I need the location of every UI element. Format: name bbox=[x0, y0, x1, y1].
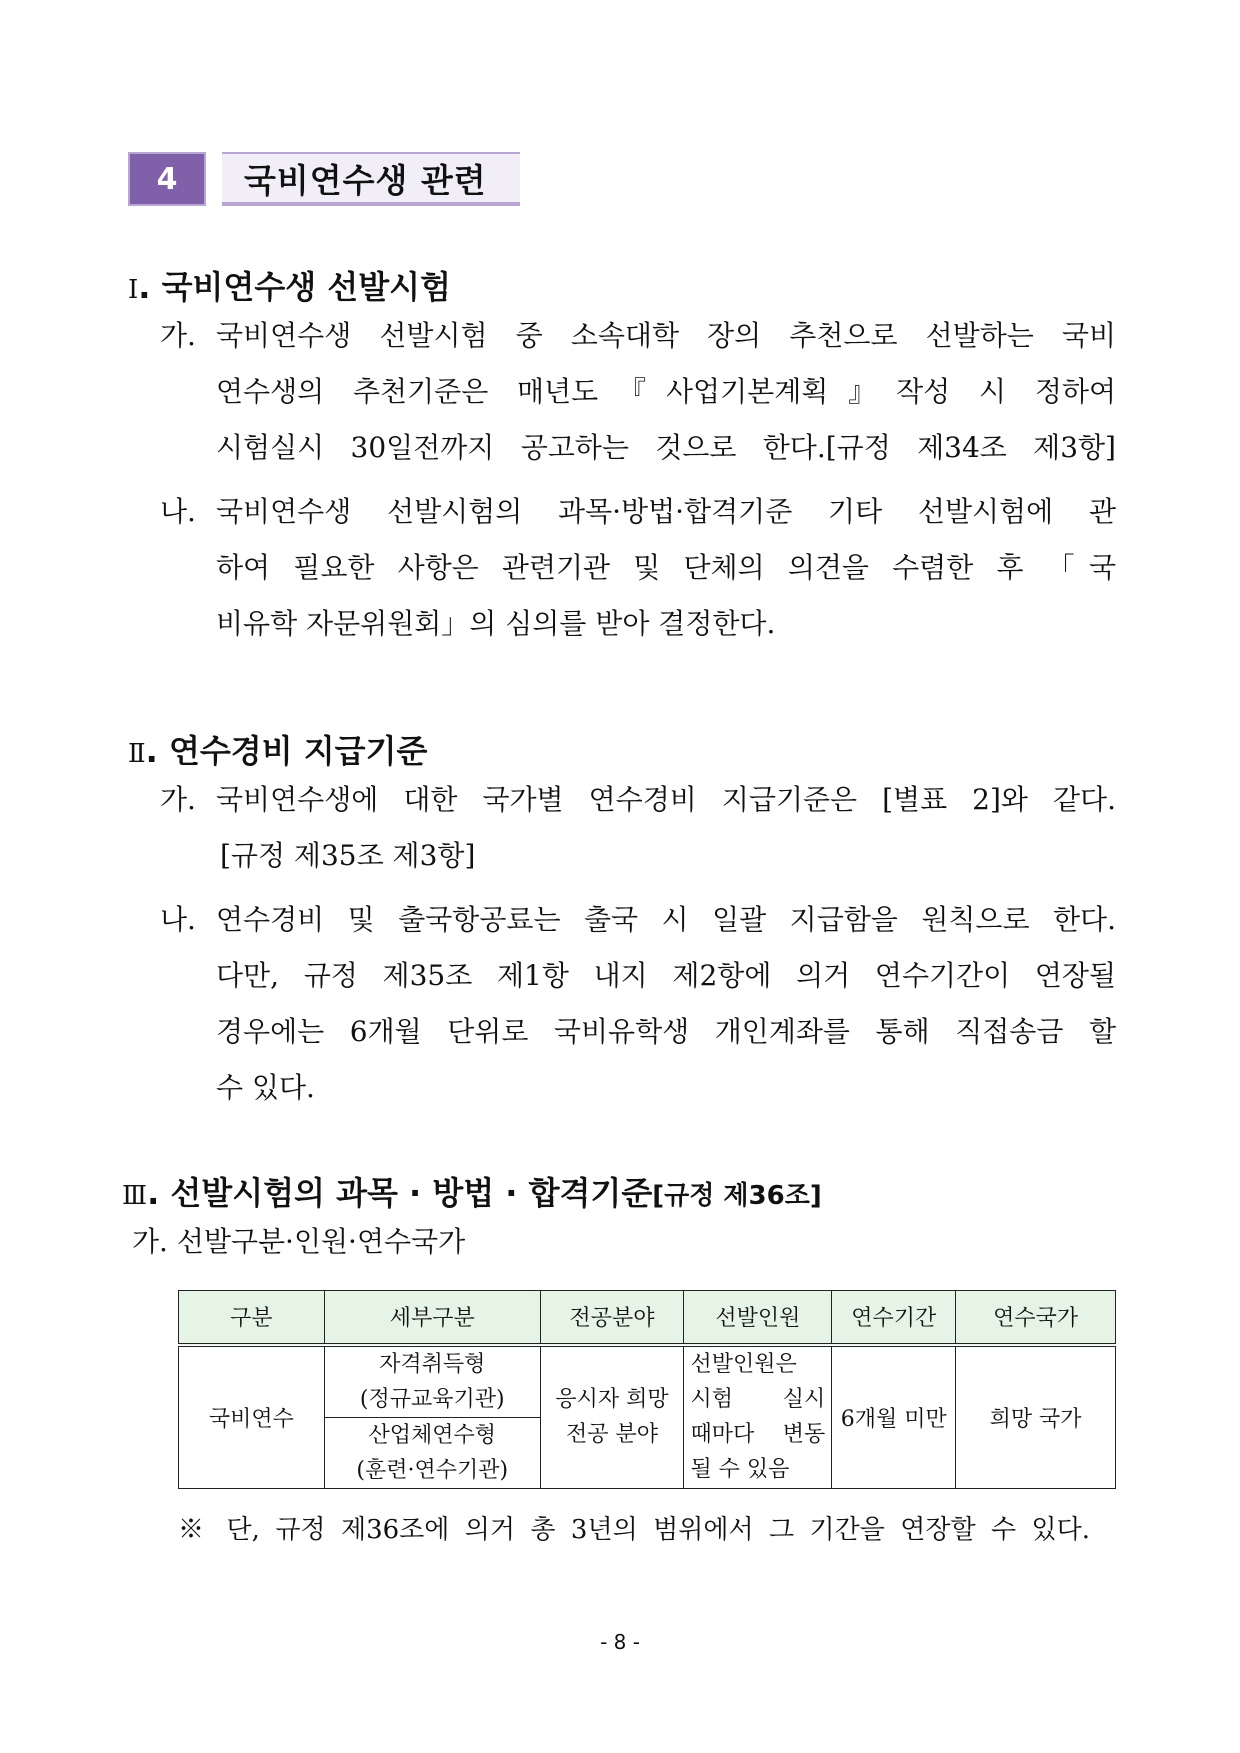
cell-sub1 bbox=[324, 1345, 540, 1418]
note: ※ 단, 규정 제36조에 의거 총 3년의 범위에서 그 기간을 연장할 수 있다. bbox=[178, 1515, 1090, 1545]
page-number: - 8 - bbox=[600, 1630, 640, 1654]
header-quota: 선발인원 bbox=[684, 1291, 832, 1345]
table-row bbox=[179, 1345, 1116, 1418]
cell-sub1-line2: (정규교육기관) bbox=[359, 1386, 505, 1412]
cell-quota-line1: 선발인원은 bbox=[690, 1352, 797, 1377]
part2-roman: Ⅱ bbox=[128, 739, 146, 769]
header-subcategory: 세부구분 bbox=[324, 1291, 540, 1345]
section-title: 국비연수생 관련 bbox=[222, 152, 520, 206]
cell-sub2-line1: 산업체연수형 bbox=[368, 1422, 496, 1448]
cell-sub2-line2: (훈련·연수기관) bbox=[356, 1457, 509, 1483]
cell-quota bbox=[684, 1345, 832, 1489]
cell-sub2 bbox=[324, 1417, 540, 1488]
selection-table bbox=[178, 1290, 1116, 1489]
part2-item2-line2: 다만, 규정 제35조 제1항 내지 제2항에 의거 연수기간이 연장될 bbox=[216, 959, 1116, 992]
cell-field-line2: 전공 분야 bbox=[566, 1422, 659, 1447]
section-number: 4 bbox=[128, 152, 206, 206]
cell-category: 국비연수 bbox=[179, 1345, 325, 1489]
part2-item2-line4: 수 있다. bbox=[216, 1071, 315, 1104]
part2-item1-line1: 국비연수생에 대한 국가별 연수경비 지급기준은 [별표 2]와 같다. bbox=[216, 783, 1116, 816]
cell-field bbox=[540, 1345, 684, 1489]
part3-title: . 선발시험의 과목 · 방법 · 합격기준 bbox=[147, 1174, 653, 1212]
part1-item2-line3: 비유학 자문위원회」의 심의를 받아 결정한다. bbox=[216, 607, 776, 640]
part1-item2-line1: 국비연수생 선발시험의 과목·방법·합격기준 기타 선발시험에 관 bbox=[216, 495, 1116, 528]
part2-item1-line2: [규정 제35조 제3항] bbox=[220, 839, 476, 872]
cell-quota-line2: 시험 실시 bbox=[690, 1387, 826, 1412]
part3-subheading: 가. 선발구분·인원·연수국가 bbox=[132, 1225, 466, 1258]
part1-item2-line2: 하여 필요한 사항은 관련기관 및 단체의 의견을 수렴한 후 「국 bbox=[216, 551, 1116, 584]
part1-item1-marker: 가. bbox=[160, 319, 196, 352]
part1-item2-marker: 나. bbox=[160, 495, 196, 528]
part2-item2-marker: 나. bbox=[160, 903, 196, 936]
header-period: 연수기간 bbox=[832, 1291, 956, 1345]
part2-heading bbox=[128, 726, 427, 772]
part2-title: . 연수경비 지급기준 bbox=[145, 732, 428, 770]
part1-item1-line3: 시험실시 30일전까지 공고하는 것으로 한다.[규정 제34조 제3항] bbox=[216, 431, 1116, 464]
part3-ref: [규정 제36조] bbox=[652, 1181, 822, 1211]
cell-field-line1: 응시자 희망 bbox=[555, 1387, 669, 1412]
header-field: 전공분야 bbox=[540, 1291, 684, 1345]
part1-title: . 국비연수생 선발시험 bbox=[138, 268, 451, 306]
header-category: 구분 bbox=[179, 1291, 325, 1345]
header-country: 연수국가 bbox=[956, 1291, 1116, 1345]
cell-country: 희망 국가 bbox=[956, 1345, 1116, 1489]
part1-heading bbox=[128, 262, 451, 308]
part2-item2-line3: 경우에는 6개월 단위로 국비유학생 개인계좌를 통해 직접송금 할 bbox=[216, 1015, 1116, 1048]
cell-quota-line3: 때마다 변동 bbox=[690, 1422, 826, 1447]
part3-roman: Ⅲ bbox=[122, 1181, 148, 1211]
part1-item1-line2: 연수생의 추천기준은 매년도『사업기본계획』작성 시 정하여 bbox=[216, 375, 1116, 408]
table-header-row bbox=[179, 1291, 1116, 1345]
part1-roman: Ⅰ bbox=[128, 275, 139, 305]
part3-heading bbox=[122, 1168, 822, 1214]
cell-period: 6개월 미만 bbox=[832, 1345, 956, 1489]
part1-item1-line1: 국비연수생 선발시험 중 소속대학 장의 추천으로 선발하는 국비 bbox=[216, 319, 1116, 352]
part2-item1-marker: 가. bbox=[160, 783, 196, 816]
cell-quota-line4: 될 수 있음 bbox=[690, 1457, 790, 1482]
cell-sub1-line1: 자격취득형 bbox=[379, 1351, 486, 1377]
part2-item2-line1: 연수경비 및 출국항공료는 출국 시 일괄 지급함을 원칙으로 한다. bbox=[216, 903, 1116, 936]
